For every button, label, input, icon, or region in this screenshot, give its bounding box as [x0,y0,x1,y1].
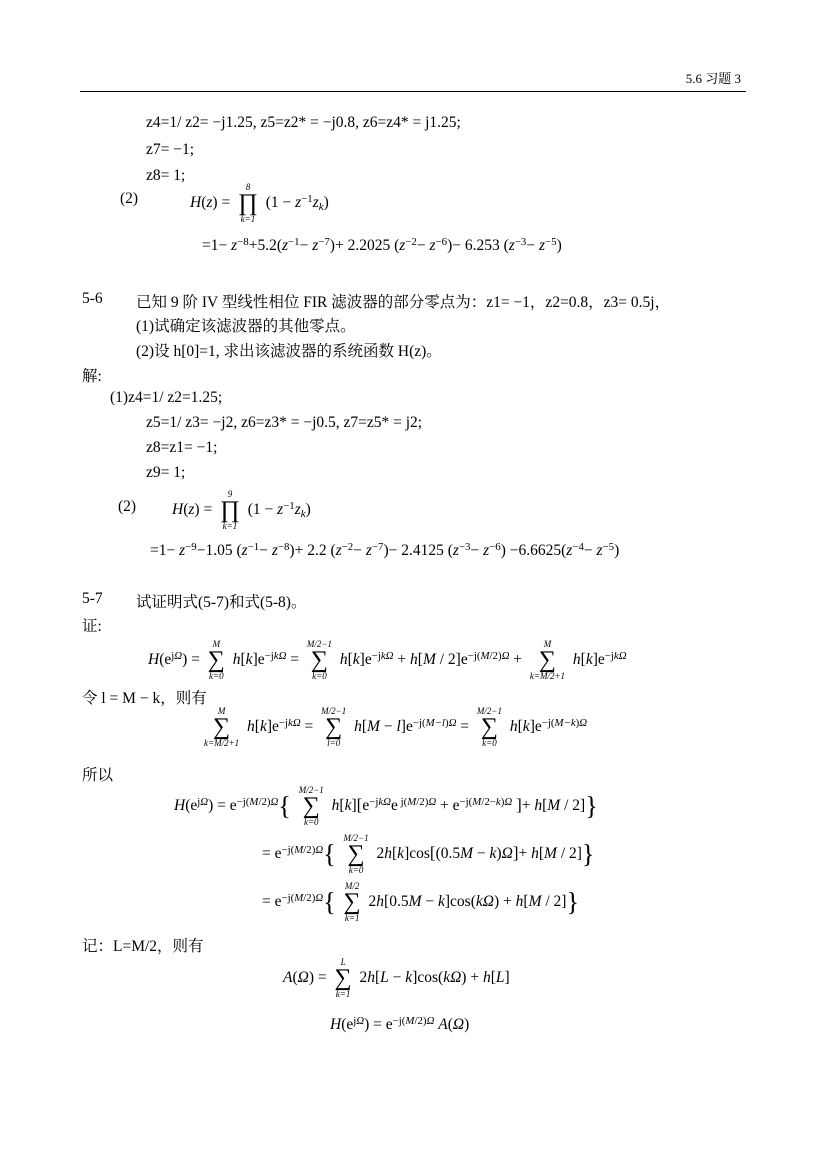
problem-5-6-q1: (1)试确定该滤波器的其他零点。 [136,318,356,335]
problem-5-6-statement: 已知 9 阶 IV 型线性相位 FIR 滤波器的部分零点为：z1= −1，z2=0.8，z3= 0.5j， [136,294,671,311]
solution-line-1: (1)z4=1/ z2=1.25; [110,389,223,406]
proof-label: 证: [82,618,102,635]
solution-formula-label: (2) [118,498,137,515]
proof-equation-3: $H(e^{j\Omega}) = e^{-j(M/2)\Omega}${ M/2−1 ∑ k=0 $h[k][e^{-jk\Omega}e$ $^{j(M/2)\Omega} + e^{-j(M/2-k)\Omega}$ ]+ h[M / 2]} [174,785,598,827]
solution-line-2: z5=1/ z3= −j2, z6=z3* = −j0.5, z7=z5* = j2; [146,414,423,431]
p55-formula-label: (2) [120,190,139,207]
p55-expansion: $=1- z^{-8}+5.2(z^{-1}- z^{-7})+ 2.2025$ $(z^{-2}- z^{-6})- 6.253$ $(z^{-3}- z^{-5})$ [202,236,562,254]
proof-equation-1: $H(e^{j\Omega})$ = M ∑ k=0 $h[k]e^{-jk\Omega}$ = M/2−1 ∑ k=0 $h[k]e^{-jk\Omega} + h[M / 2]e^{-j(M/2)\Omega}$ + M ∑ k=M/2+1 $h[k]e^{-jk\Omega}$ [148,639,627,681]
zero-line-z8: z8= 1; [146,167,186,184]
solution-expansion: $=1- z^{-9}-1.05$ $(z^{-1}- z^{-8})+ 2.2$ $(z^{-2}- z^{-7})- 2.4125$ $(z^{-3}- z^{-6}) -6.6625(z^{-4}- z^{-5})$ [150,541,620,559]
solution-line-3: z8=z1= −1; [146,439,218,456]
so-text: 所以 [82,767,114,784]
zero-line-z4-z6: z4=1/ z2= −j1.25, z5=z2* = −j0.8, z6=z4* = j1.25; [146,114,461,131]
page-header: 5.6 习题 3 [685,71,741,86]
problem-5-7-statement: 试证明式(5-7)和式(5-8)。 [136,594,307,611]
solution-product-formula: H(z) = 9 ∏ k=1 $(1 - z^{-1}z_k)$ [172,489,311,531]
header-rule [80,91,746,92]
proof-equation-5: = $e^{-j(M/2)\Omega}${ M/2 ∑ k=1 2h[0.5M − k]cos(kΩ) + h[M / 2]} [262,881,579,923]
amplitude-formula: A(Ω) = L ∑ k=1 2h[L − k]cos(kΩ) + h[L] [283,957,510,999]
solution-line-4: z9= 1; [146,464,186,481]
let-text: 令 l = M − k，则有 [82,690,207,707]
frequency-response-formula: $H(e^{j\Omega}) = e^{-j(M/2)\Omega}$ A(Ω) [330,1015,470,1033]
note-text: 记：L=M/2，则有 [82,938,204,955]
proof-equation-2: M ∑ k=M/2+1 $h[k]e^{-jk\Omega}$ = M/2−1 ∑ l=0 $h[M - l]e^{-j(M-l)\Omega}$ = M/2−1 ∑ k=0 $h[k]e^{-j(M-k)\Omega}$ [204,706,588,748]
solution-label: 解: [82,368,102,385]
zero-line-z7: z7= −1; [146,141,195,158]
problem-number-5-6: 5-6 [82,290,103,307]
p55-product-formula: H(z) = 8 ∏ k=1 $(1 - z^{-1}z_k)$ [190,182,329,224]
proof-equation-4: = $e^{-j(M/2)\Omega}${ M/2−1 ∑ k=0 2h[k]cos[(0.5M − k)Ω]+ h[M / 2]} [262,833,595,875]
problem-number-5-7: 5-7 [82,590,103,607]
problem-5-6-q2: (2)设 h[0]=1, 求出该滤波器的系统函数 H(z)。 [136,343,442,360]
